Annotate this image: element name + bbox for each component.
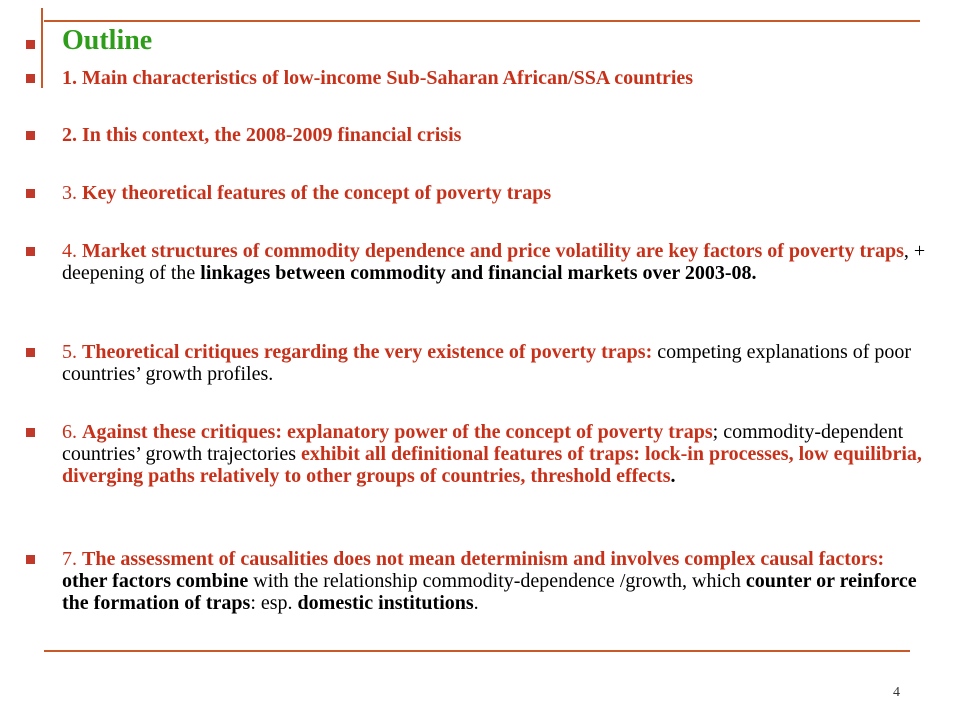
item-text: The assessment of causalities does not mean determinism and involves complex causal factors: (82, 548, 885, 570)
item-number: 6. (62, 421, 82, 443)
item-text: competing explanations of poor countries’ growth profiles. (62, 341, 912, 385)
outline-item-3 (62, 182, 932, 204)
slide-title: Outline (62, 25, 153, 56)
item-text: Against these critiques: explanatory power of the concept of poverty traps (82, 421, 713, 443)
item-number: 3. (62, 182, 82, 204)
item-text: domestic institutions (297, 592, 474, 614)
item-text: counter or reinforce the formation of traps (62, 570, 917, 614)
item-number: 4. (62, 240, 82, 262)
item-text: with the relationship commodity-dependence /growth, which (248, 570, 746, 592)
bullet-icon (26, 428, 35, 437)
bullet-icon (26, 348, 35, 357)
outline-item-4 (62, 240, 932, 284)
bullet-icon (26, 247, 35, 256)
item-text: Key theoretical features of the concept of poverty traps (82, 182, 552, 204)
item-text: linkages between commodity and financial markets over 2003-08. (200, 262, 757, 284)
item-text: Theoretical critiques regarding the very existence of poverty traps: (82, 341, 653, 363)
item-text: . (670, 465, 676, 487)
left-accent-rule (41, 8, 43, 88)
bullet-icon (26, 189, 35, 198)
bullet-icon (26, 131, 35, 140)
item-number: 5. (62, 341, 82, 363)
outline-item-5 (62, 341, 932, 385)
top-rule (44, 20, 920, 22)
item-text: ; commodity-dependent countries’ growth trajectories (62, 421, 904, 465)
item-number: 7. (62, 548, 82, 570)
item-text: Market structures of commodity dependence and price volatility are key factors of poverty traps (82, 240, 904, 262)
page-number: 4 (893, 685, 900, 700)
bottom-rule (44, 650, 910, 652)
bullet-icon (26, 555, 35, 564)
item-text: exhibit all definitional features of traps: lock-in processes, low equilibria, diverging paths relatively to other groups of countries, threshold effects (62, 443, 922, 487)
item-text: , + deepening of the (62, 240, 926, 284)
item-text: other factors combine (62, 570, 249, 592)
title-bullet-icon (26, 40, 35, 49)
outline-item-2: 2. In this context, the 2008-2009 financial crisis (62, 124, 462, 146)
outline-item-1: 1. Main characteristics of low-income Sub-Saharan African/SSA countries (62, 67, 694, 89)
outline-item-6 (62, 421, 932, 487)
item-text: : esp. (250, 592, 298, 614)
bullet-icon (26, 74, 35, 83)
outline-item-7 (62, 548, 932, 614)
item-text: . (473, 592, 479, 614)
